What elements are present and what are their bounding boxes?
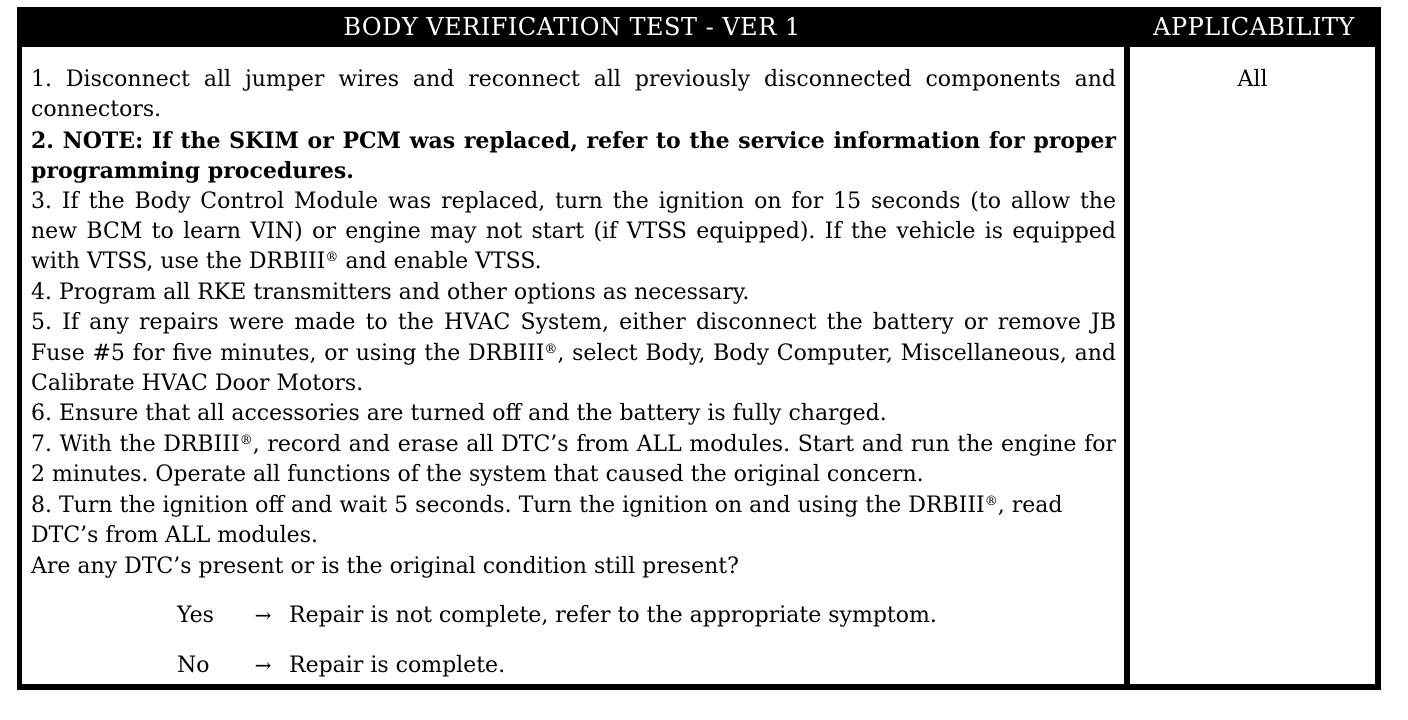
- step-5: 5. If any repairs were made to the HVAC System, either disconnect the battery or remove JB Fuse #5 for five minutes, or using the DRBIII®, select Body, Body Computer, Miscellaneous, and Calibrate HVAC Door Motors.: [31, 310, 1116, 397]
- step-7: 7. With the DRBIII®, record and erase all DTC’s from ALL modules. Start and run the engine for 2 minutes. Operate all functions of the system that caused the original concern.: [31, 431, 1117, 488]
- answer-no-text: Repair is complete.: [289, 652, 506, 678]
- question: Are any DTC’s present or is the original condition still present?: [31, 553, 739, 579]
- verification-table: [17, 7, 1381, 690]
- table-header-applicability: APPLICABILITY: [1153, 13, 1355, 41]
- answer-yes: [31, 600, 1116, 650]
- step-6: 6. Ensure that all accessories are turned off and the battery is fully charged.: [31, 401, 887, 427]
- arrow-right-icon: →: [254, 602, 272, 627]
- applicability-value: All: [1237, 67, 1268, 92]
- step-4: 4. Program all RKE transmitters and other options as necessary.: [31, 279, 750, 305]
- step-1: 1. Disconnect all jumper wires and reconnect all previously disconnected components and connectors.: [31, 67, 1116, 123]
- step-2-note: 2. NOTE: If the SKIM or PCM was replaced, refer to the service information for proper programming procedures.: [31, 127, 1116, 185]
- test-steps-cell: [22, 47, 1124, 684]
- answer-no-label: No: [177, 652, 210, 678]
- applicability-cell: [1130, 47, 1375, 684]
- answer-no: [31, 650, 1116, 700]
- step-8: 8. Turn the ignition off and wait 5 seconds. Turn the ignition on and using the DRBIII®, read DTC’s from ALL modules.: [31, 492, 1063, 549]
- step-3: 3. If the Body Control Module was replaced, turn the ignition on for 15 seconds (to allow the new BCM to learn VIN) or engine may not start (if VTSS equipped). If the vehicle is equipped with VTSS, use the DRBIII® and enable VTSS.: [31, 188, 1116, 275]
- answer-yes-label: Yes: [177, 602, 214, 628]
- answer-list: [31, 600, 1116, 700]
- answer-yes-text: Repair is not complete, refer to the appropriate symptom.: [289, 602, 937, 628]
- arrow-right-icon: →: [254, 652, 272, 677]
- table-header-title: BODY VERIFICATION TEST - VER 1: [343, 13, 801, 41]
